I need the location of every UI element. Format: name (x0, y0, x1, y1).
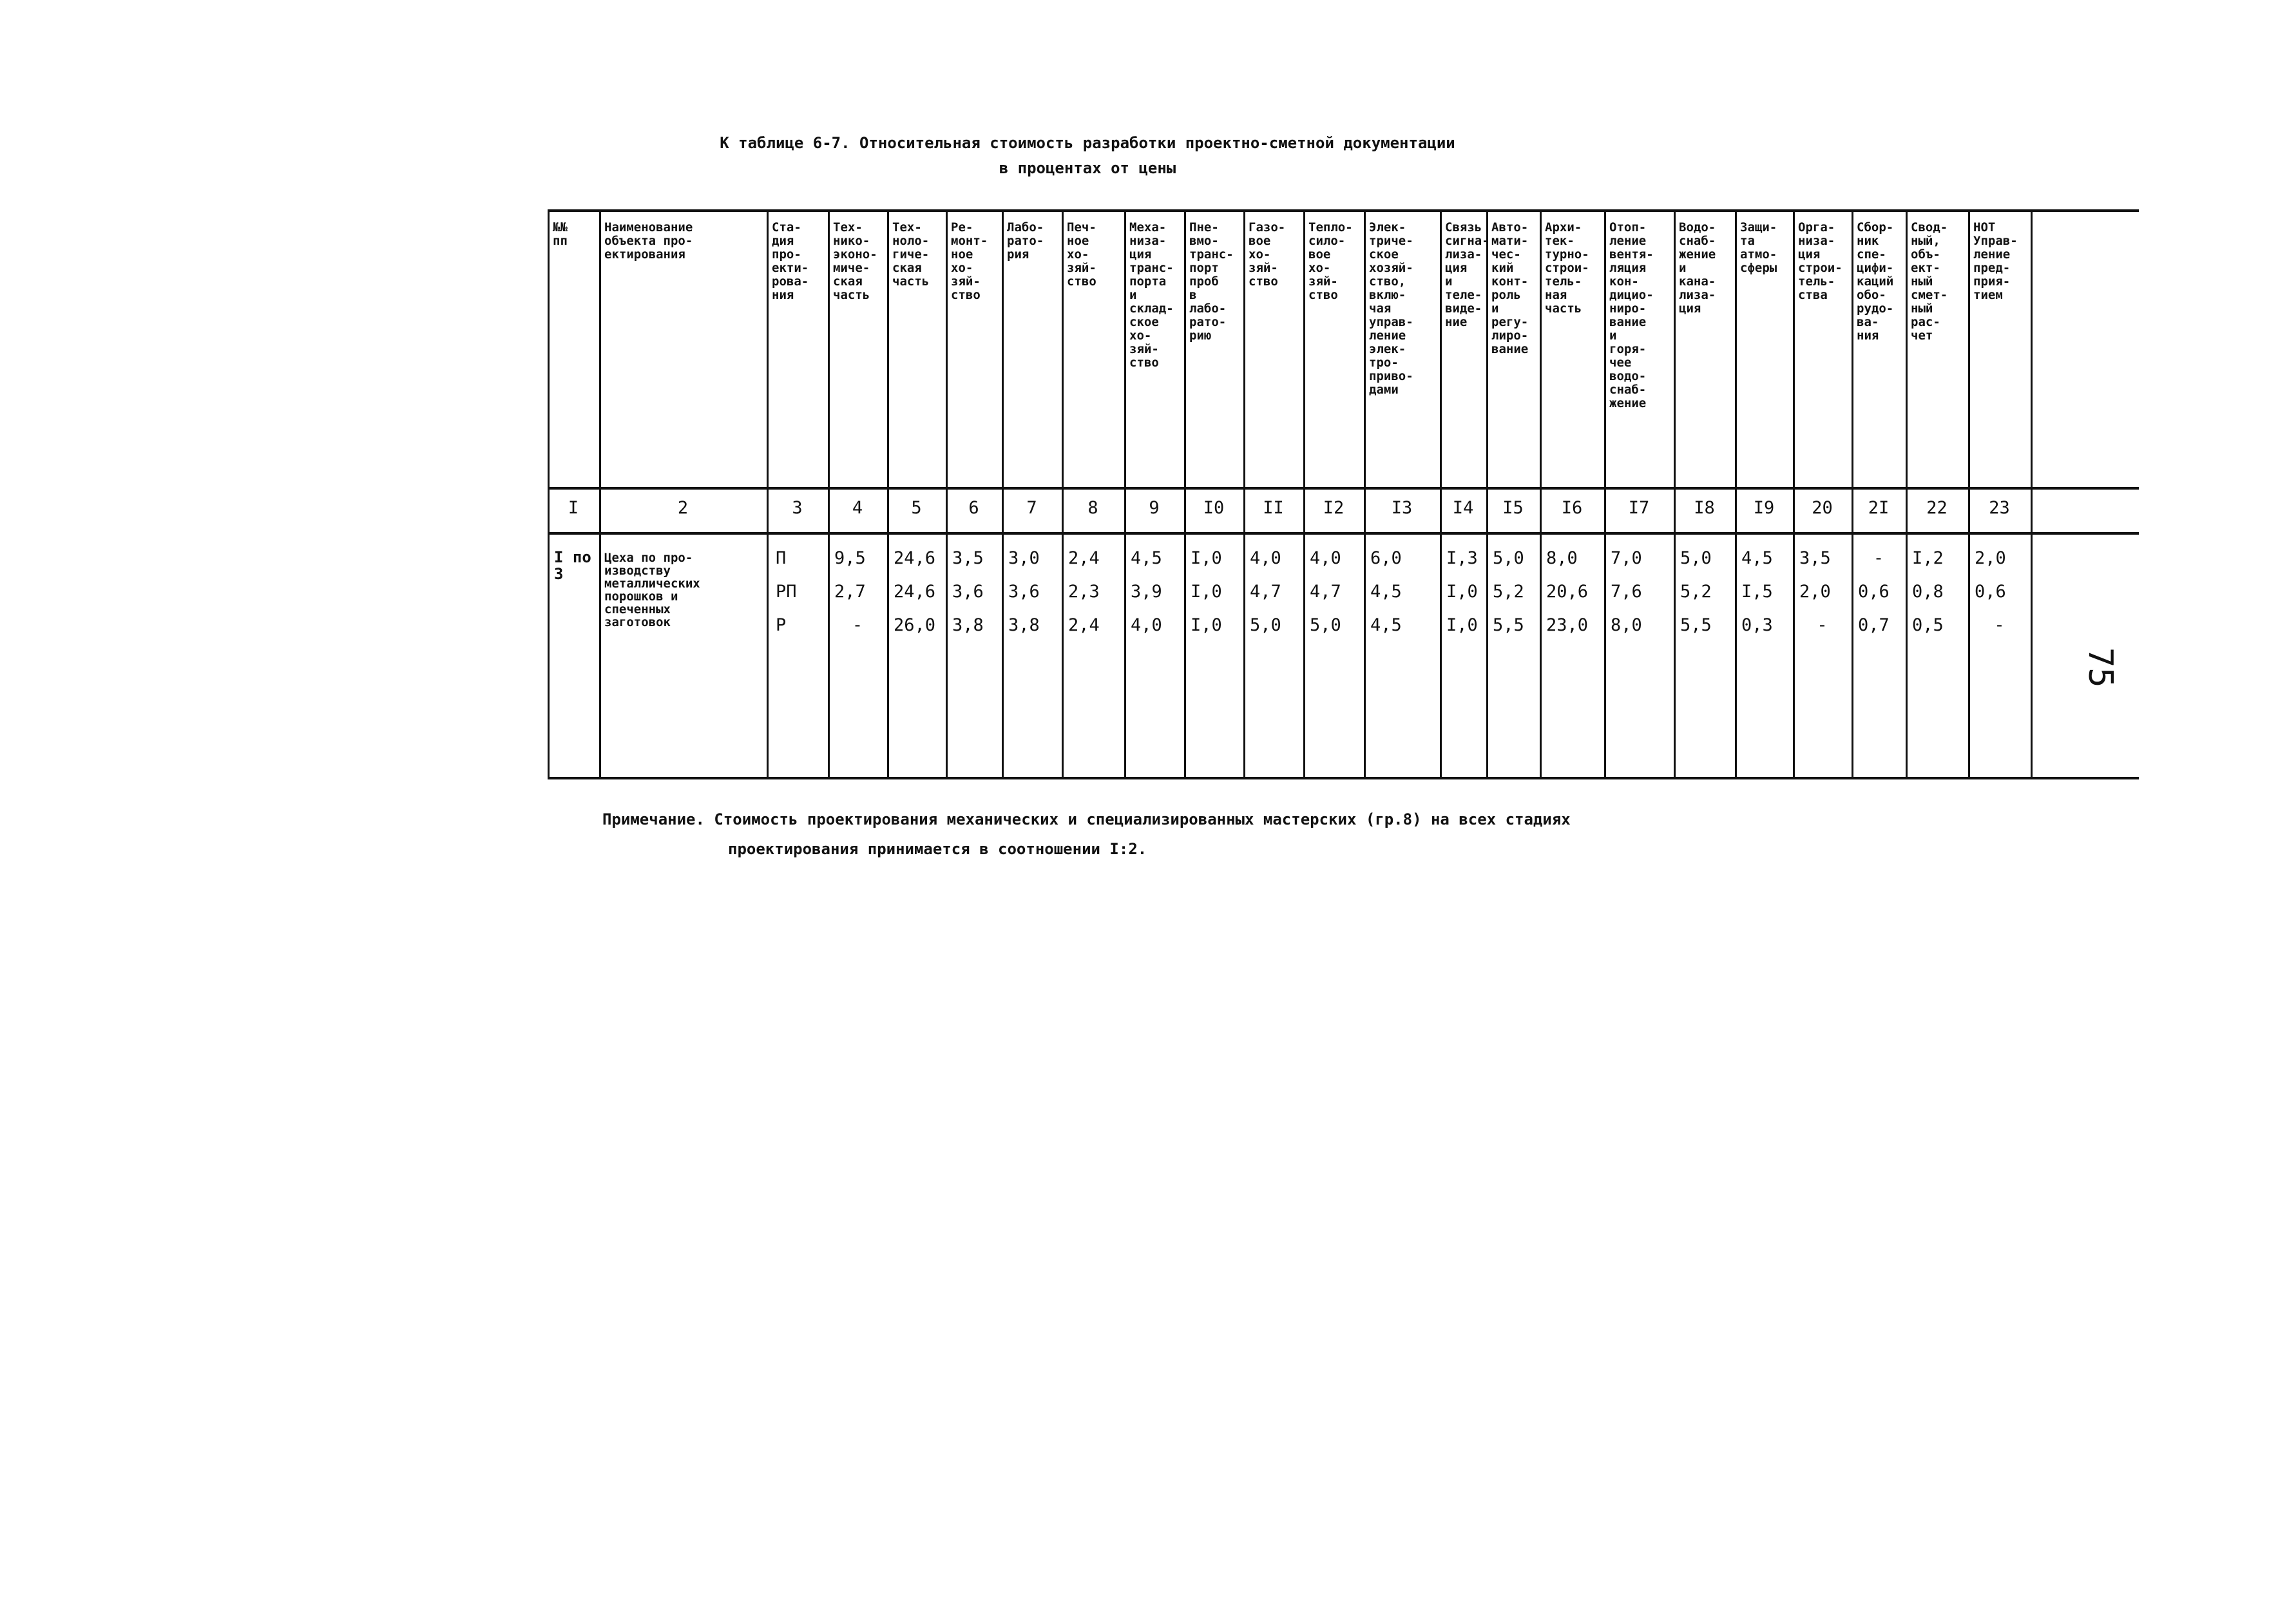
value-cell: 4,5 (1370, 615, 1402, 635)
value-cell: 5,0 (1250, 615, 1281, 635)
column-header: Пне- вмо- транс- порт проб в лабо- рато- рию (1189, 220, 1234, 343)
column-rule (946, 209, 948, 779)
column-rule (887, 209, 889, 779)
value-cell: 26,0 (894, 615, 936, 635)
column-number: 3 (792, 498, 803, 518)
value-cell: 3,6 (1008, 582, 1040, 602)
value-cell: 2,4 (1068, 615, 1100, 635)
value-cell: 0,7 (1858, 615, 1890, 635)
stage-cell: П (776, 548, 787, 568)
column-rule (1124, 209, 1126, 779)
column-header: Отоп- ление вентя- ляция кон- дицио- ниро- вание и горя- чее водо- снаб- жение (1609, 220, 1654, 410)
table-top-rule (548, 209, 2139, 212)
value-cell: 3,0 (1008, 548, 1040, 568)
value-cell: 4,7 (1310, 582, 1341, 602)
value-cell: 4,7 (1250, 582, 1281, 602)
numbers-bottom-rule (548, 532, 2139, 535)
column-rule (1604, 209, 1606, 779)
value-cell: 4,5 (1741, 548, 1773, 568)
value-cell: 0,6 (1858, 582, 1890, 602)
value-cell: 8,0 (1546, 548, 1578, 568)
value-cell: 5,2 (1493, 582, 1524, 602)
value-cell: 8,0 (1611, 615, 1642, 635)
column-header: Печ- ное хо- зяй- ство (1067, 220, 1096, 289)
column-rule (1364, 209, 1366, 779)
column-header: Лабо- рато- рия (1007, 220, 1044, 262)
column-rule (548, 209, 550, 779)
column-header: Защи- та атмо- сферы (1740, 220, 1777, 275)
column-rule (1540, 209, 1542, 779)
value-cell: 3,8 (952, 615, 984, 635)
column-number: 6 (968, 498, 979, 518)
column-header: Ста- дия про- екти- рова- ния (772, 220, 809, 302)
header-bottom-rule (548, 487, 2139, 490)
column-number: I (568, 498, 579, 518)
column-header: НОТ Управ- ление пред- прия- тием (1973, 220, 2018, 302)
column-number: I6 (1561, 498, 1583, 518)
value-cell: 3,9 (1131, 582, 1162, 602)
value-cell: 5,2 (1680, 582, 1712, 602)
value-cell: - (1817, 615, 1828, 635)
value-cell: I,0 (1446, 582, 1478, 602)
value-cell: 5,0 (1493, 548, 1524, 568)
column-header: Наименование объекта про- ектирования (604, 220, 693, 262)
note-line-2: проектирования принимается в соотношении I:2. (728, 840, 1147, 858)
column-number: 22 (1926, 498, 1948, 518)
value-cell: I,0 (1191, 548, 1222, 568)
value-cell: 3,8 (1008, 615, 1040, 635)
value-cell: 3,6 (952, 582, 984, 602)
column-header: Свод- ный, объ- ект- ный смет- ный рас- чет (1911, 220, 1948, 343)
value-cell: 2,0 (1975, 548, 2006, 568)
table-subtitle: в процентах от цены (999, 159, 1176, 177)
column-header: Тех- нико- эконо- миче- ская часть (833, 220, 877, 302)
stage-cell: РП (776, 582, 797, 602)
value-cell: 4,5 (1370, 582, 1402, 602)
column-header: Водо- снаб- жение и кана- лиза- ция (1679, 220, 1716, 316)
value-cell: 24,6 (894, 582, 936, 602)
value-cell: - (1994, 615, 2005, 635)
column-header: Авто- мати- чес- кий конт- роль и регу- лиро- вание (1491, 220, 1529, 356)
value-cell: 3,5 (952, 548, 984, 568)
column-number: II (1263, 498, 1284, 518)
column-rule (2031, 209, 2033, 779)
value-cell: 0,3 (1741, 615, 1773, 635)
value-cell: I,0 (1446, 615, 1478, 635)
column-rule (1674, 209, 1676, 779)
column-header: №№ пп (553, 220, 568, 248)
column-rule (767, 209, 769, 779)
column-number: I2 (1323, 498, 1345, 518)
value-cell: 7,6 (1611, 582, 1642, 602)
table-bottom-rule (548, 777, 2139, 779)
value-cell: I,3 (1446, 548, 1478, 568)
column-header: Орга- низа- ция строи- тель- ства (1798, 220, 1843, 302)
value-cell: 2,7 (834, 582, 866, 602)
object-name: Цеха по про- изводству металлических порошков и спеченных заготовок (604, 551, 700, 629)
column-header: Архи- тек- турно- строи- тель- ная часть (1545, 220, 1589, 316)
value-cell: 0,6 (1975, 582, 2006, 602)
column-number: 23 (1989, 498, 2010, 518)
value-cell: 5,0 (1310, 615, 1341, 635)
column-rule (1852, 209, 1853, 779)
column-header: Ре- монт- ное хо- зяй- ство (951, 220, 988, 302)
column-rule (1303, 209, 1305, 779)
value-cell: 5,5 (1493, 615, 1524, 635)
column-rule (1243, 209, 1245, 779)
value-cell: 6,0 (1370, 548, 1402, 568)
column-rule (1062, 209, 1064, 779)
value-cell: 4,0 (1250, 548, 1281, 568)
value-cell: 2,0 (1799, 582, 1831, 602)
column-number: I8 (1694, 498, 1715, 518)
column-number: 4 (852, 498, 863, 518)
column-number: I9 (1753, 498, 1775, 518)
value-cell: 20,6 (1546, 582, 1589, 602)
column-rule (1906, 209, 1908, 779)
value-cell: 2,4 (1068, 548, 1100, 568)
column-number: I4 (1452, 498, 1474, 518)
column-rule (1184, 209, 1186, 779)
column-number: I3 (1391, 498, 1413, 518)
column-header: Газо- вое хо- зяй- ство (1249, 220, 1286, 289)
value-cell: - (852, 615, 863, 635)
stage-cell: Р (776, 615, 787, 635)
value-cell: 3,5 (1799, 548, 1831, 568)
value-cell: 24,6 (894, 548, 936, 568)
column-header: Сбор- ник спе- цифи- каций обо- рудо- ва- ния (1857, 220, 1894, 343)
column-number: I0 (1203, 498, 1225, 518)
cost-table (548, 209, 2139, 781)
column-header: Связь сигна- лиза- ция и теле- виде- ние (1445, 220, 1489, 329)
value-cell: 4,0 (1131, 615, 1162, 635)
page-number: 75 (2081, 647, 2120, 688)
value-cell: I,0 (1191, 615, 1222, 635)
column-number: I5 (1502, 498, 1524, 518)
row-range: I по 3 (554, 548, 591, 583)
value-cell: 7,0 (1611, 548, 1642, 568)
column-rule (1793, 209, 1795, 779)
column-header: Тех- ноло- гиче- ская часть (892, 220, 930, 289)
value-cell: 0,8 (1912, 582, 1944, 602)
column-number: 7 (1026, 498, 1037, 518)
column-header: Меха- низа- ция транс- порта и склад- ское хо- зяй- ство (1129, 220, 1174, 370)
value-cell: 5,0 (1680, 548, 1712, 568)
value-cell: 23,0 (1546, 615, 1589, 635)
column-rule (1002, 209, 1004, 779)
value-cell: I,2 (1912, 548, 1944, 568)
column-number: I7 (1628, 498, 1650, 518)
column-number: 9 (1149, 498, 1160, 518)
column-number: 5 (911, 498, 922, 518)
value-cell: 5,5 (1680, 615, 1712, 635)
column-rule (828, 209, 830, 779)
value-cell: 9,5 (834, 548, 866, 568)
value-cell: I,5 (1741, 582, 1773, 602)
value-cell: I,0 (1191, 582, 1222, 602)
value-cell: - (1873, 548, 1884, 568)
note-line-1: Примечание. Стоимость проектирования механических и специализированных мастерских (гр.8) на всех стадиях (602, 810, 1571, 828)
table-title: К таблице 6-7. Относительная стоимость разработки проектно-сметной документации (720, 134, 1455, 152)
column-number: 2I (1868, 498, 1890, 518)
column-number: 2 (677, 498, 689, 518)
value-cell: 0,5 (1912, 615, 1944, 635)
value-cell: 4,0 (1310, 548, 1341, 568)
column-header: Элек- триче- ское хозяй- ство, вклю- чая управ- ление элек- тро- приво- дами (1369, 220, 1413, 397)
column-number: 20 (1812, 498, 1833, 518)
column-number: 8 (1087, 498, 1098, 518)
column-rule (1735, 209, 1737, 779)
column-header: Тепло- сило- вое хо- зяй- ство (1308, 220, 1353, 302)
column-rule (599, 209, 601, 779)
column-rule (1968, 209, 1970, 779)
value-cell: 2,3 (1068, 582, 1100, 602)
value-cell: 4,5 (1131, 548, 1162, 568)
column-rule (1440, 209, 1442, 779)
